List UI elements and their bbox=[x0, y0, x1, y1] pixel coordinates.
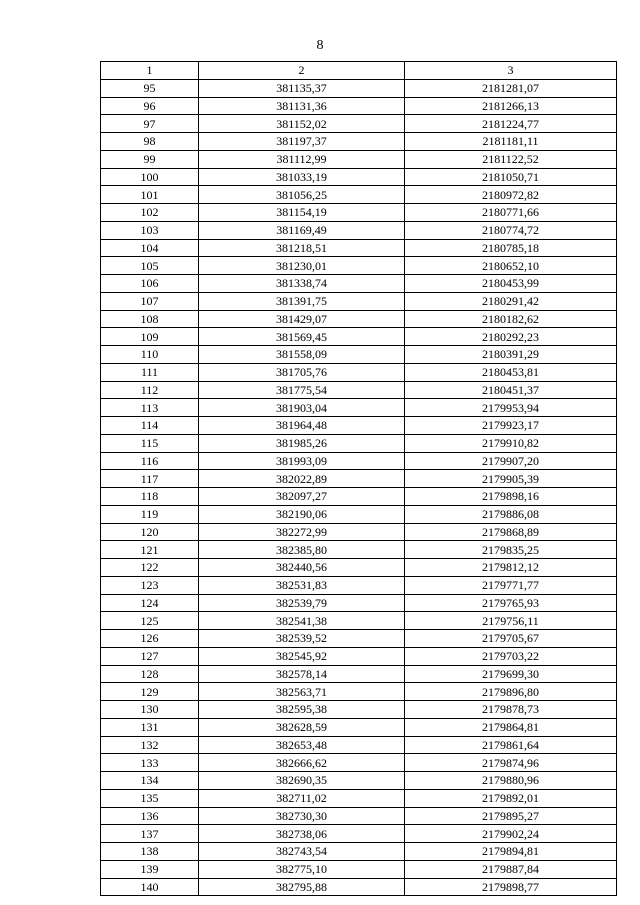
table-row bbox=[101, 310, 617, 328]
y-coordinate-cell: 2179835,25 bbox=[405, 541, 617, 559]
x-coordinate-cell: 382743,54 bbox=[199, 843, 405, 861]
x-coordinate-cell: 381218,51 bbox=[199, 239, 405, 257]
x-coordinate-cell: 381338,74 bbox=[199, 275, 405, 293]
table-row bbox=[101, 434, 617, 452]
point-number-cell: 131 bbox=[101, 718, 199, 736]
y-coordinate-cell: 2180391,29 bbox=[405, 346, 617, 364]
table-row bbox=[101, 505, 617, 523]
y-coordinate-cell: 2180182,62 bbox=[405, 310, 617, 328]
point-number-cell: 132 bbox=[101, 736, 199, 754]
point-number-cell: 120 bbox=[101, 523, 199, 541]
table-row bbox=[101, 168, 617, 186]
point-number-cell: 133 bbox=[101, 754, 199, 772]
y-coordinate-cell: 2179765,93 bbox=[405, 594, 617, 612]
point-number-cell: 108 bbox=[101, 310, 199, 328]
y-coordinate-cell: 2181050,71 bbox=[405, 168, 617, 186]
table-row bbox=[101, 399, 617, 417]
table-row bbox=[101, 789, 617, 807]
y-coordinate-cell: 2179892,01 bbox=[405, 789, 617, 807]
x-coordinate-cell: 381152,02 bbox=[199, 115, 405, 133]
point-number-cell: 103 bbox=[101, 221, 199, 239]
table-header-row bbox=[101, 62, 617, 80]
table-row bbox=[101, 133, 617, 151]
y-coordinate-cell: 2180785,18 bbox=[405, 239, 617, 257]
x-coordinate-cell: 382385,80 bbox=[199, 541, 405, 559]
y-coordinate-cell: 2179887,84 bbox=[405, 860, 617, 878]
table-row bbox=[101, 701, 617, 719]
y-coordinate-cell: 2179895,27 bbox=[405, 807, 617, 825]
point-number-cell: 135 bbox=[101, 789, 199, 807]
x-coordinate-cell: 381903,04 bbox=[199, 399, 405, 417]
x-coordinate-cell: 381964,48 bbox=[199, 417, 405, 435]
table-row bbox=[101, 860, 617, 878]
table-row bbox=[101, 754, 617, 772]
point-number-cell: 99 bbox=[101, 150, 199, 168]
table-row bbox=[101, 79, 617, 97]
point-number-cell: 116 bbox=[101, 452, 199, 470]
x-coordinate-cell: 381569,45 bbox=[199, 328, 405, 346]
point-number-cell: 113 bbox=[101, 399, 199, 417]
y-coordinate-cell: 2179703,22 bbox=[405, 647, 617, 665]
point-number-cell: 136 bbox=[101, 807, 199, 825]
y-coordinate-cell: 2179905,39 bbox=[405, 470, 617, 488]
table-row bbox=[101, 239, 617, 257]
table-row bbox=[101, 488, 617, 506]
table-row bbox=[101, 346, 617, 364]
y-coordinate-cell: 2181181,11 bbox=[405, 133, 617, 151]
point-number-cell: 126 bbox=[101, 630, 199, 648]
coordinates-table bbox=[100, 61, 617, 896]
point-number-cell: 105 bbox=[101, 257, 199, 275]
y-coordinate-cell: 2180291,42 bbox=[405, 292, 617, 310]
point-number-cell: 102 bbox=[101, 204, 199, 222]
point-number-cell: 111 bbox=[101, 363, 199, 381]
table-row bbox=[101, 363, 617, 381]
table-row bbox=[101, 381, 617, 399]
y-coordinate-cell: 2179868,89 bbox=[405, 523, 617, 541]
point-number-cell: 101 bbox=[101, 186, 199, 204]
y-coordinate-cell: 2179923,17 bbox=[405, 417, 617, 435]
table-body bbox=[101, 79, 617, 896]
y-coordinate-cell: 2179898,16 bbox=[405, 488, 617, 506]
table-row bbox=[101, 630, 617, 648]
table-row bbox=[101, 328, 617, 346]
x-coordinate-cell: 382738,06 bbox=[199, 825, 405, 843]
x-coordinate-cell: 382628,59 bbox=[199, 718, 405, 736]
x-coordinate-cell: 382190,06 bbox=[199, 505, 405, 523]
point-number-cell: 140 bbox=[101, 878, 199, 896]
table-row bbox=[101, 576, 617, 594]
point-number-cell: 122 bbox=[101, 559, 199, 577]
point-number-cell: 100 bbox=[101, 168, 199, 186]
point-number-cell: 119 bbox=[101, 505, 199, 523]
x-coordinate-cell: 382541,38 bbox=[199, 612, 405, 630]
column-header-1: 1 bbox=[101, 62, 199, 80]
x-coordinate-cell: 382578,14 bbox=[199, 665, 405, 683]
x-coordinate-cell: 382595,38 bbox=[199, 701, 405, 719]
x-coordinate-cell: 382711,02 bbox=[199, 789, 405, 807]
x-coordinate-cell: 381154,19 bbox=[199, 204, 405, 222]
x-coordinate-cell: 382730,30 bbox=[199, 807, 405, 825]
point-number-cell: 110 bbox=[101, 346, 199, 364]
point-number-cell: 137 bbox=[101, 825, 199, 843]
y-coordinate-cell: 2180652,10 bbox=[405, 257, 617, 275]
y-coordinate-cell: 2179880,96 bbox=[405, 772, 617, 790]
column-header-2: 2 bbox=[199, 62, 405, 80]
table-row bbox=[101, 221, 617, 239]
table-row bbox=[101, 683, 617, 701]
y-coordinate-cell: 2180453,81 bbox=[405, 363, 617, 381]
table-row bbox=[101, 843, 617, 861]
table-row bbox=[101, 204, 617, 222]
x-coordinate-cell: 382531,83 bbox=[199, 576, 405, 594]
point-number-cell: 123 bbox=[101, 576, 199, 594]
table-row bbox=[101, 594, 617, 612]
table-row bbox=[101, 612, 617, 630]
y-coordinate-cell: 2180451,37 bbox=[405, 381, 617, 399]
y-coordinate-cell: 2179756,11 bbox=[405, 612, 617, 630]
y-coordinate-cell: 2179878,73 bbox=[405, 701, 617, 719]
x-coordinate-cell: 382097,27 bbox=[199, 488, 405, 506]
point-number-cell: 139 bbox=[101, 860, 199, 878]
y-coordinate-cell: 2181266,13 bbox=[405, 97, 617, 115]
x-coordinate-cell: 382545,92 bbox=[199, 647, 405, 665]
point-number-cell: 98 bbox=[101, 133, 199, 151]
point-number-cell: 96 bbox=[101, 97, 199, 115]
x-coordinate-cell: 381993,09 bbox=[199, 452, 405, 470]
point-number-cell: 125 bbox=[101, 612, 199, 630]
table-row bbox=[101, 523, 617, 541]
table-row bbox=[101, 665, 617, 683]
point-number-cell: 109 bbox=[101, 328, 199, 346]
column-header-3: 3 bbox=[405, 62, 617, 80]
table-row bbox=[101, 647, 617, 665]
table-row bbox=[101, 541, 617, 559]
x-coordinate-cell: 381558,09 bbox=[199, 346, 405, 364]
y-coordinate-cell: 2180453,99 bbox=[405, 275, 617, 293]
point-number-cell: 138 bbox=[101, 843, 199, 861]
table-row bbox=[101, 275, 617, 293]
x-coordinate-cell: 381056,25 bbox=[199, 186, 405, 204]
table-row bbox=[101, 559, 617, 577]
y-coordinate-cell: 2179812,12 bbox=[405, 559, 617, 577]
point-number-cell: 124 bbox=[101, 594, 199, 612]
table-row bbox=[101, 772, 617, 790]
y-coordinate-cell: 2179902,24 bbox=[405, 825, 617, 843]
table-row bbox=[101, 718, 617, 736]
x-coordinate-cell: 381985,26 bbox=[199, 434, 405, 452]
x-coordinate-cell: 381230,01 bbox=[199, 257, 405, 275]
point-number-cell: 117 bbox=[101, 470, 199, 488]
x-coordinate-cell: 382775,10 bbox=[199, 860, 405, 878]
table-row bbox=[101, 736, 617, 754]
x-coordinate-cell: 382440,56 bbox=[199, 559, 405, 577]
table-row bbox=[101, 470, 617, 488]
y-coordinate-cell: 2179874,96 bbox=[405, 754, 617, 772]
point-number-cell: 104 bbox=[101, 239, 199, 257]
point-number-cell: 114 bbox=[101, 417, 199, 435]
x-coordinate-cell: 382653,48 bbox=[199, 736, 405, 754]
point-number-cell: 95 bbox=[101, 79, 199, 97]
point-number-cell: 118 bbox=[101, 488, 199, 506]
y-coordinate-cell: 2179894,81 bbox=[405, 843, 617, 861]
y-coordinate-cell: 2179861,64 bbox=[405, 736, 617, 754]
y-coordinate-cell: 2179910,82 bbox=[405, 434, 617, 452]
table-row bbox=[101, 452, 617, 470]
x-coordinate-cell: 381131,36 bbox=[199, 97, 405, 115]
point-number-cell: 129 bbox=[101, 683, 199, 701]
point-number-cell: 134 bbox=[101, 772, 199, 790]
y-coordinate-cell: 2179896,80 bbox=[405, 683, 617, 701]
x-coordinate-cell: 381705,76 bbox=[199, 363, 405, 381]
x-coordinate-cell: 381775,54 bbox=[199, 381, 405, 399]
x-coordinate-cell: 381197,37 bbox=[199, 133, 405, 151]
point-number-cell: 97 bbox=[101, 115, 199, 133]
x-coordinate-cell: 382666,62 bbox=[199, 754, 405, 772]
y-coordinate-cell: 2179898,77 bbox=[405, 878, 617, 896]
page-number: 8 bbox=[316, 38, 324, 53]
point-number-cell: 106 bbox=[101, 275, 199, 293]
y-coordinate-cell: 2179953,94 bbox=[405, 399, 617, 417]
point-number-cell: 127 bbox=[101, 647, 199, 665]
y-coordinate-cell: 2180774,72 bbox=[405, 221, 617, 239]
point-number-cell: 128 bbox=[101, 665, 199, 683]
table-row bbox=[101, 186, 617, 204]
table-row bbox=[101, 807, 617, 825]
x-coordinate-cell: 382272,99 bbox=[199, 523, 405, 541]
y-coordinate-cell: 2179907,20 bbox=[405, 452, 617, 470]
table-row bbox=[101, 292, 617, 310]
y-coordinate-cell: 2180972,82 bbox=[405, 186, 617, 204]
y-coordinate-cell: 2179864,81 bbox=[405, 718, 617, 736]
table-row bbox=[101, 150, 617, 168]
x-coordinate-cell: 382690,35 bbox=[199, 772, 405, 790]
point-number-cell: 112 bbox=[101, 381, 199, 399]
point-number-cell: 115 bbox=[101, 434, 199, 452]
table-row bbox=[101, 825, 617, 843]
x-coordinate-cell: 382795,88 bbox=[199, 878, 405, 896]
x-coordinate-cell: 382539,79 bbox=[199, 594, 405, 612]
point-number-cell: 121 bbox=[101, 541, 199, 559]
x-coordinate-cell: 381169,49 bbox=[199, 221, 405, 239]
point-number-cell: 130 bbox=[101, 701, 199, 719]
y-coordinate-cell: 2179886,08 bbox=[405, 505, 617, 523]
y-coordinate-cell: 2179705,67 bbox=[405, 630, 617, 648]
table-row bbox=[101, 417, 617, 435]
table-row bbox=[101, 878, 617, 896]
y-coordinate-cell: 2180292,23 bbox=[405, 328, 617, 346]
x-coordinate-cell: 381429,07 bbox=[199, 310, 405, 328]
table-row bbox=[101, 97, 617, 115]
x-coordinate-cell: 382539,52 bbox=[199, 630, 405, 648]
point-number-cell: 107 bbox=[101, 292, 199, 310]
y-coordinate-cell: 2179771,77 bbox=[405, 576, 617, 594]
x-coordinate-cell: 381033,19 bbox=[199, 168, 405, 186]
table-row bbox=[101, 257, 617, 275]
y-coordinate-cell: 2179699,30 bbox=[405, 665, 617, 683]
x-coordinate-cell: 382563,71 bbox=[199, 683, 405, 701]
x-coordinate-cell: 381391,75 bbox=[199, 292, 405, 310]
table-row bbox=[101, 115, 617, 133]
y-coordinate-cell: 2181224,77 bbox=[405, 115, 617, 133]
y-coordinate-cell: 2181281,07 bbox=[405, 79, 617, 97]
x-coordinate-cell: 381112,99 bbox=[199, 150, 405, 168]
x-coordinate-cell: 381135,37 bbox=[199, 79, 405, 97]
y-coordinate-cell: 2180771,66 bbox=[405, 204, 617, 222]
y-coordinate-cell: 2181122,52 bbox=[405, 150, 617, 168]
x-coordinate-cell: 382022,89 bbox=[199, 470, 405, 488]
